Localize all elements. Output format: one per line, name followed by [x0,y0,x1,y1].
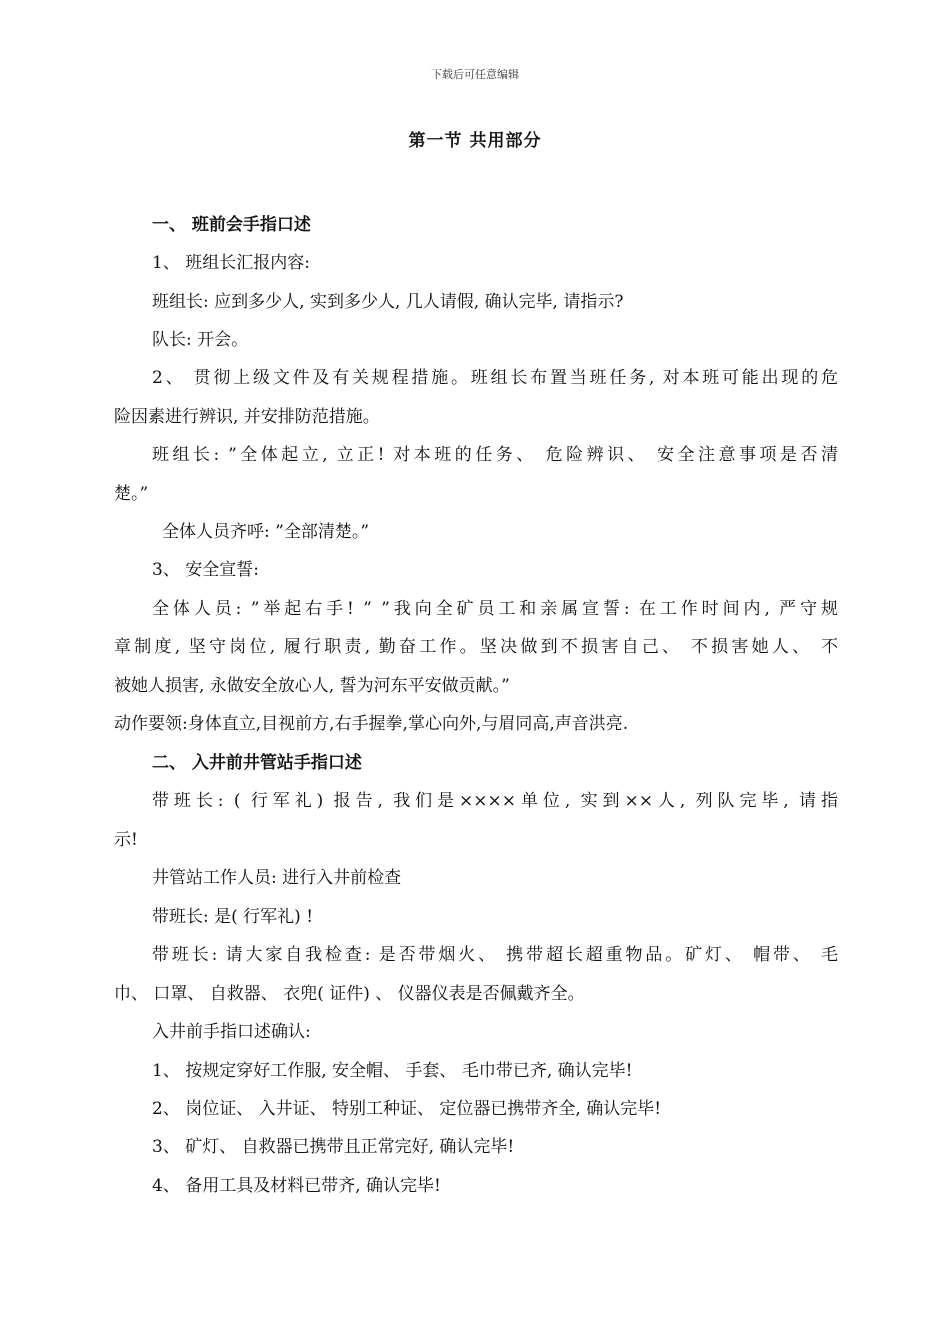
section1-item2a: 2、 贯彻上级文件及有关规程措施。班组长布置当班任务, 对本班可能出现的危 [152,368,838,388]
section2-check2: 巾、 口罩、 自救器、 衣兜( 证件) 、 仪器仪表是否佩戴齐全。 [114,984,585,1004]
section1-action: 动作要领:身体直立,目视前方,右手握拳,掌心向外,与眉同高,声音洪亮. [114,714,629,734]
section2-report2: 示! [114,830,138,850]
section2-confirm-title: 入井前手指口述确认: [152,1022,311,1042]
section1-heading: 一、 班前会手指口述 [152,215,311,235]
section2-confirm2: 2、 岗位证、 入井证、 特别工种证、 定位器已携带齐全, 确认完毕! [152,1099,662,1119]
section1-line3b: 楚。” [114,484,149,504]
section2-check1: 带班长: 请大家自我检查: 是否带烟火、 携带超长超重物品。矿灯、 帽带、 毛 [152,945,838,965]
section2-confirm4: 4、 备用工具及材料已带齐, 确认完毕! [152,1176,441,1196]
page-header-note: 下载后可任意编辑 [431,68,519,81]
section2-confirm3: 3、 矿灯、 自救器已携带且正常完好, 确认完毕! [152,1137,515,1157]
page-title: 第一节 共用部分 [408,131,542,151]
section1-line1: 班组长: 应到多少人, 实到多少人, 几人请假, 确认完毕, 请指示? [152,292,624,312]
section1-oath1: 全体人员: ”举起右手! ” ”我向全矿员工和亲属宣誓: 在工作时间内, 严守规 [152,599,838,619]
section1-oath2: 章制度, 坚守岗位, 履行职责, 勤奋工作。坚决做到不损害自己、 不损害她人、 不 [114,637,838,657]
section2-confirm1: 1、 按规定穿好工作服, 安全帽、 手套、 毛巾带已齐, 确认完毕! [152,1061,633,1081]
section1-line4: 全体人员齐呼: ”全部清楚。” [162,522,370,542]
section2-staff: 井管站工作人员: 进行入井前检查 [152,868,402,888]
section1-item1: 1、 班组长汇报内容: [152,253,310,273]
section1-item3: 3、 安全宣誓: [152,560,259,580]
section1-line2: 队长: 开会。 [152,330,249,350]
section2-report1: 带班长: ( 行军礼) 报告, 我们是××××单位, 实到××人, 列队完毕, 请指 [152,791,838,811]
section2-reply: 带班长: 是( 行军礼) ! [152,907,314,927]
section2-heading: 二、 入井前井管站手指口述 [152,753,362,773]
section1-item2b: 险因素进行辨识, 并安排防范措施。 [114,407,380,427]
section1-oath3: 被她人损害, 永做安全放心人, 誓为河东平安做贡献。” [114,676,510,696]
section1-line3a: 班组长: ”全体起立, 立正! 对本班的任务、 危险辨识、 安全注意事项是否清 [152,445,838,465]
